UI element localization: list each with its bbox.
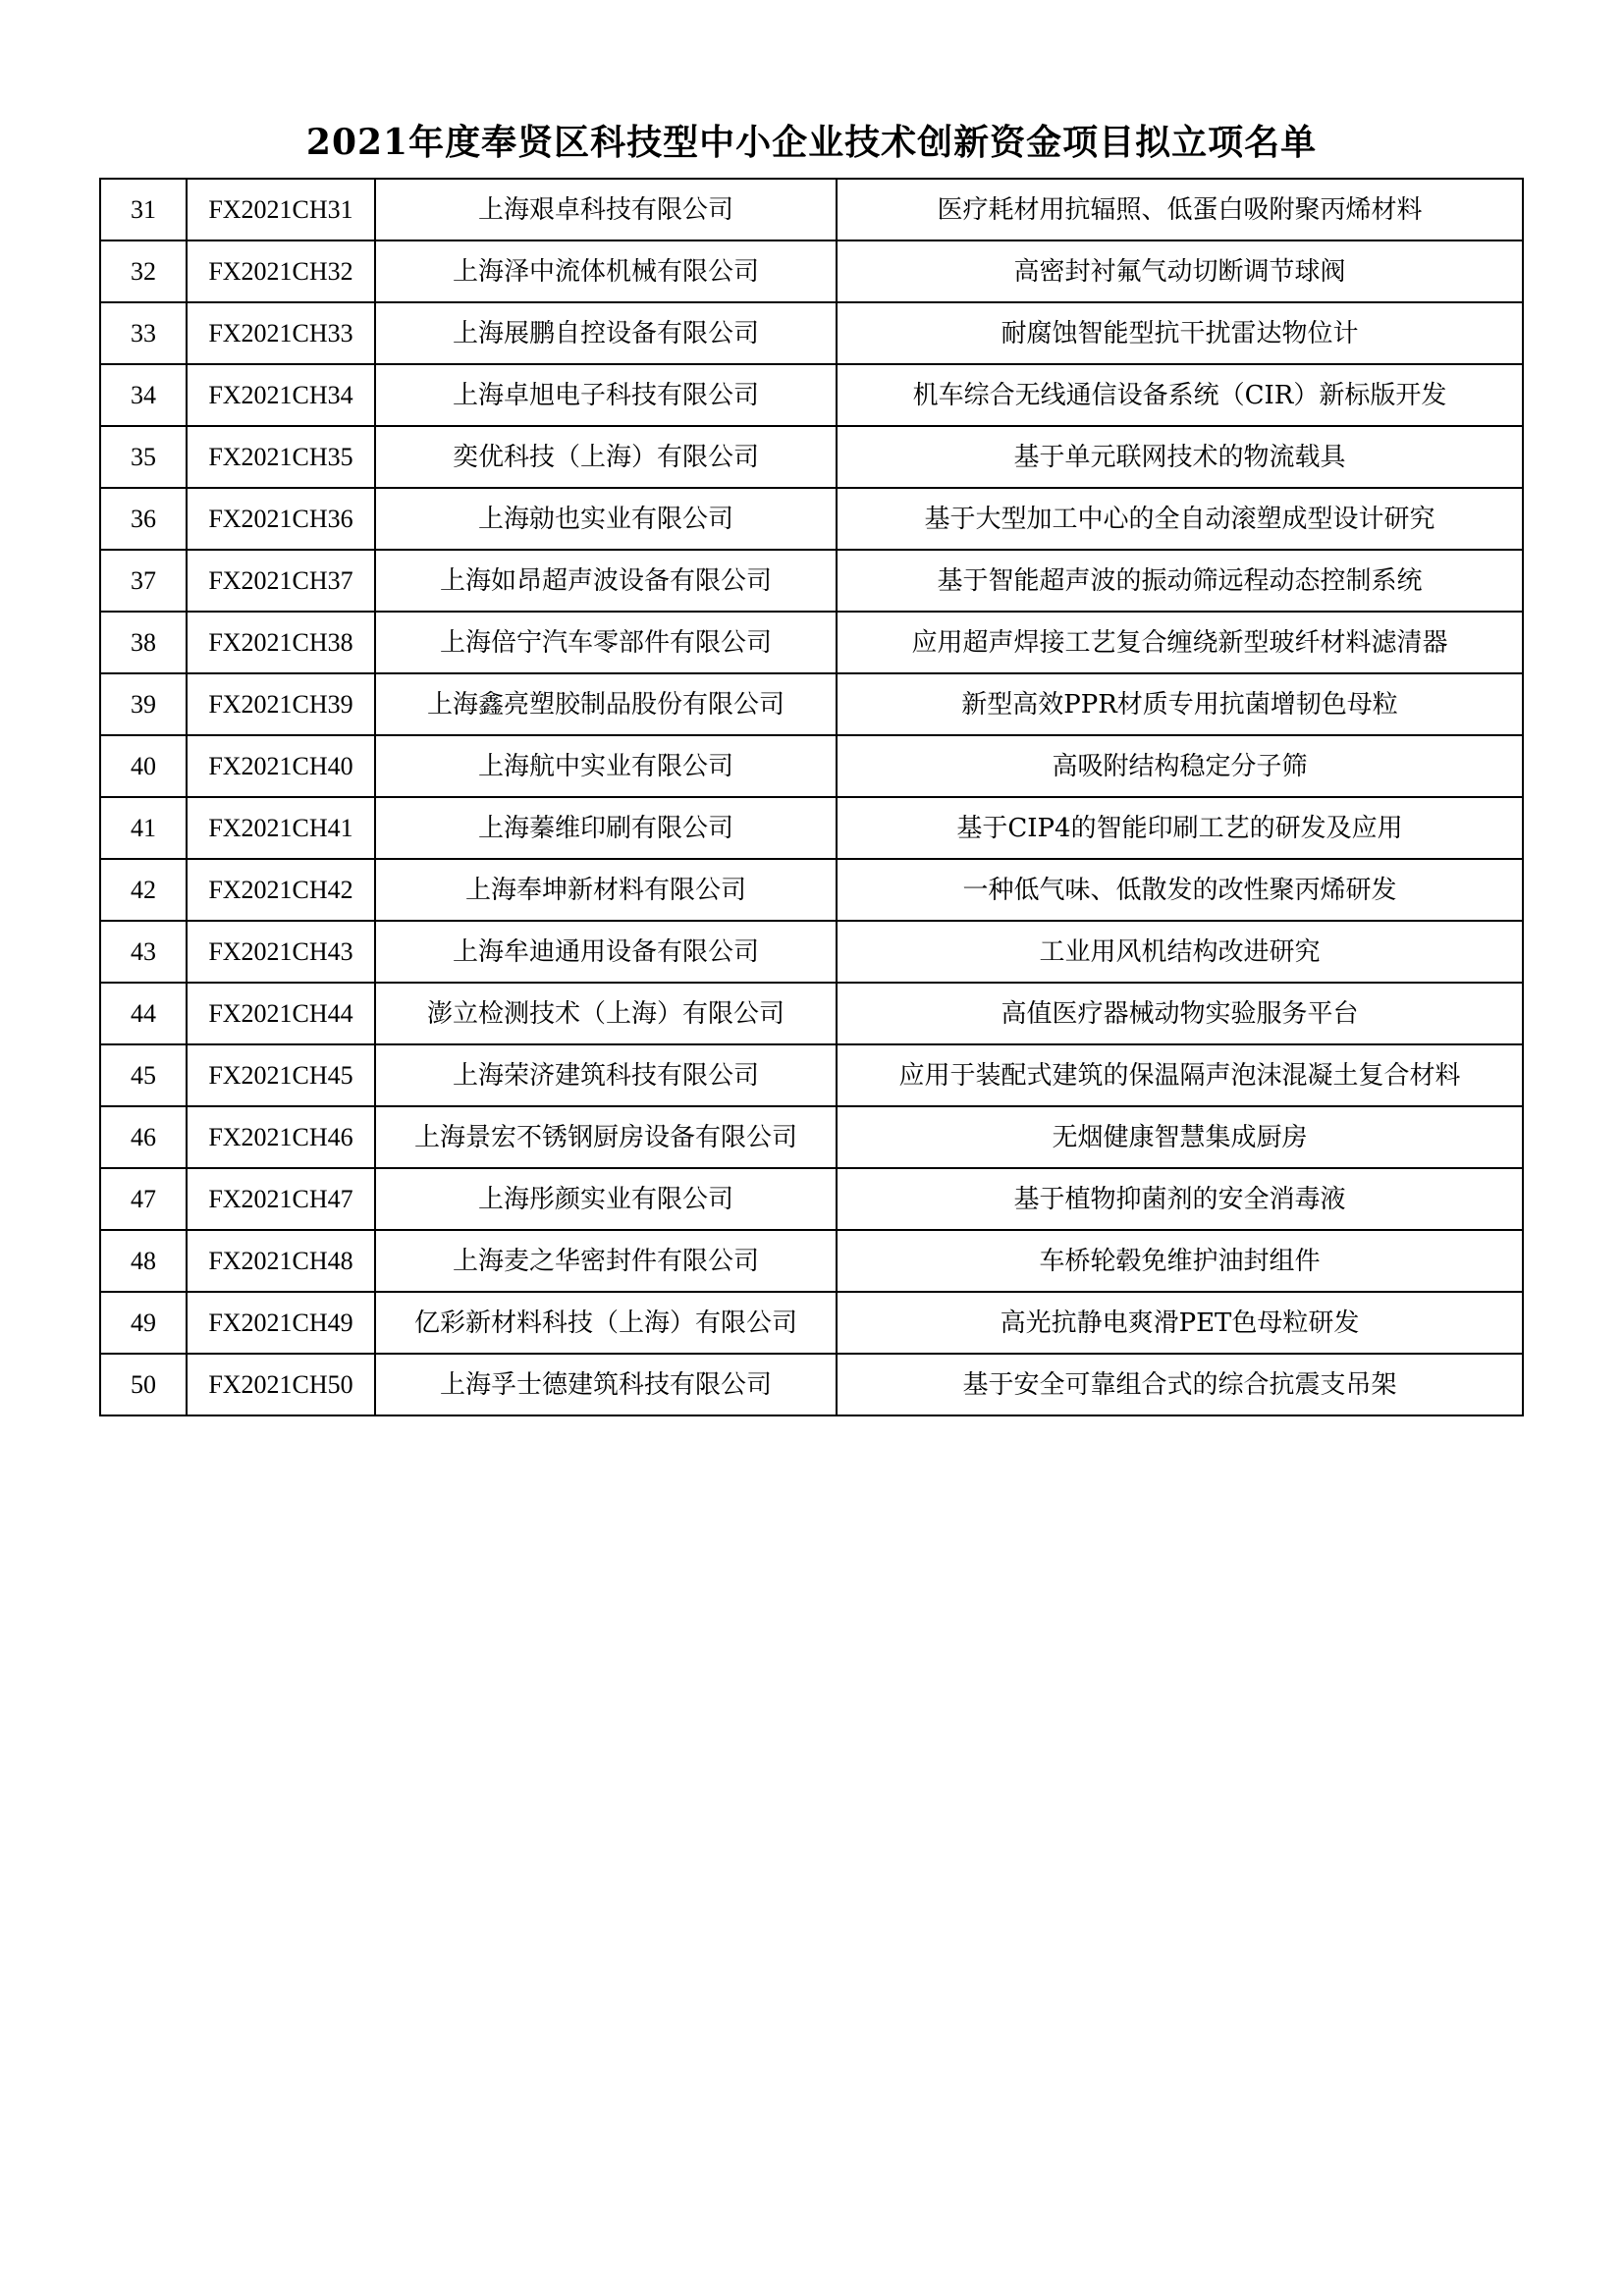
project-name-cell: 新型高效PPR材质专用抗菌增韧色母粒 bbox=[837, 673, 1523, 735]
company-name-cell: 上海展鹏自控设备有限公司 bbox=[375, 302, 837, 364]
table-row bbox=[100, 859, 1523, 921]
company-name-cell: 澎立检测技术（上海）有限公司 bbox=[375, 983, 837, 1044]
row-number-cell: 40 bbox=[100, 735, 187, 797]
row-number-cell: 32 bbox=[100, 240, 187, 302]
project-code-cell: FX2021CH47 bbox=[187, 1168, 375, 1230]
project-code-cell: FX2021CH35 bbox=[187, 426, 375, 488]
project-name-cell: 基于智能超声波的振动筛远程动态控制系统 bbox=[837, 550, 1523, 612]
row-number-cell: 48 bbox=[100, 1230, 187, 1292]
company-name-cell: 上海荣济建筑科技有限公司 bbox=[375, 1044, 837, 1106]
table-row bbox=[100, 179, 1523, 240]
page-title: 2021年度奉贤区科技型中小企业技术创新资金项目拟立项名单 bbox=[305, 122, 1318, 163]
project-code-cell: FX2021CH48 bbox=[187, 1230, 375, 1292]
project-name-cell: 基于安全可靠组合式的综合抗震支吊架 bbox=[837, 1354, 1523, 1415]
row-number-cell: 31 bbox=[100, 179, 187, 240]
project-name-cell: 机车综合无线通信设备系统（CIR）新标版开发 bbox=[837, 364, 1523, 426]
company-name-cell: 上海蓁维印刷有限公司 bbox=[375, 797, 837, 859]
table-row bbox=[100, 1044, 1523, 1106]
table-row bbox=[100, 1106, 1523, 1168]
project-name-cell: 车桥轮毂免维护油封组件 bbox=[837, 1230, 1523, 1292]
table-row bbox=[100, 1354, 1523, 1415]
project-name-cell: 基于植物抑菌剂的安全消毒液 bbox=[837, 1168, 1523, 1230]
company-name-cell: 上海麦之华密封件有限公司 bbox=[375, 1230, 837, 1292]
table-row bbox=[100, 364, 1523, 426]
project-name-cell: 应用于装配式建筑的保温隔声泡沫混凝土复合材料 bbox=[837, 1044, 1523, 1106]
project-code-cell: FX2021CH43 bbox=[187, 921, 375, 983]
table-row bbox=[100, 240, 1523, 302]
project-code-cell: FX2021CH42 bbox=[187, 859, 375, 921]
project-name-cell: 高值医疗器械动物实验服务平台 bbox=[837, 983, 1523, 1044]
row-number-cell: 46 bbox=[100, 1106, 187, 1168]
row-number-cell: 37 bbox=[100, 550, 187, 612]
project-name-cell: 应用超声焊接工艺复合缠绕新型玻纤材料滤清器 bbox=[837, 612, 1523, 673]
company-name-cell: 上海鑫亮塑胶制品股份有限公司 bbox=[375, 673, 837, 735]
row-number-cell: 45 bbox=[100, 1044, 187, 1106]
company-name-cell: 上海如昂超声波设备有限公司 bbox=[375, 550, 837, 612]
company-name-cell: 奕优科技（上海）有限公司 bbox=[375, 426, 837, 488]
company-name-cell: 上海彤颜实业有限公司 bbox=[375, 1168, 837, 1230]
project-list-table bbox=[99, 178, 1524, 1416]
row-number-cell: 33 bbox=[100, 302, 187, 364]
company-name-cell: 上海景宏不锈钢厨房设备有限公司 bbox=[375, 1106, 837, 1168]
project-code-cell: FX2021CH36 bbox=[187, 488, 375, 550]
row-number-cell: 35 bbox=[100, 426, 187, 488]
project-code-cell: FX2021CH32 bbox=[187, 240, 375, 302]
project-name-cell: 高光抗静电爽滑PET色母粒研发 bbox=[837, 1292, 1523, 1354]
table-row bbox=[100, 426, 1523, 488]
project-code-cell: FX2021CH34 bbox=[187, 364, 375, 426]
row-number-cell: 42 bbox=[100, 859, 187, 921]
table-row bbox=[100, 1292, 1523, 1354]
row-number-cell: 43 bbox=[100, 921, 187, 983]
company-name-cell: 上海倍宁汽车零部件有限公司 bbox=[375, 612, 837, 673]
project-name-cell: 耐腐蚀智能型抗干扰雷达物位计 bbox=[837, 302, 1523, 364]
project-name-cell: 一种低气味、低散发的改性聚丙烯研发 bbox=[837, 859, 1523, 921]
project-code-cell: FX2021CH31 bbox=[187, 179, 375, 240]
project-name-cell: 基于大型加工中心的全自动滚塑成型设计研究 bbox=[837, 488, 1523, 550]
company-name-cell: 上海勍也实业有限公司 bbox=[375, 488, 837, 550]
table-row bbox=[100, 921, 1523, 983]
project-name-cell: 高吸附结构稳定分子筛 bbox=[837, 735, 1523, 797]
project-code-cell: FX2021CH39 bbox=[187, 673, 375, 735]
project-code-cell: FX2021CH40 bbox=[187, 735, 375, 797]
row-number-cell: 49 bbox=[100, 1292, 187, 1354]
project-code-cell: FX2021CH33 bbox=[187, 302, 375, 364]
row-number-cell: 39 bbox=[100, 673, 187, 735]
row-number-cell: 41 bbox=[100, 797, 187, 859]
table-row bbox=[100, 488, 1523, 550]
company-name-cell: 上海奉坤新材料有限公司 bbox=[375, 859, 837, 921]
company-name-cell: 上海航中实业有限公司 bbox=[375, 735, 837, 797]
company-name-cell: 上海卓旭电子科技有限公司 bbox=[375, 364, 837, 426]
row-number-cell: 50 bbox=[100, 1354, 187, 1415]
project-code-cell: FX2021CH44 bbox=[187, 983, 375, 1044]
table-row bbox=[100, 612, 1523, 673]
company-name-cell: 上海牟迪通用设备有限公司 bbox=[375, 921, 837, 983]
project-name-cell: 医疗耗材用抗辐照、低蛋白吸附聚丙烯材料 bbox=[837, 179, 1523, 240]
project-code-cell: FX2021CH45 bbox=[187, 1044, 375, 1106]
project-name-cell: 无烟健康智慧集成厨房 bbox=[837, 1106, 1523, 1168]
project-code-cell: FX2021CH46 bbox=[187, 1106, 375, 1168]
company-name-cell: 上海泽中流体机械有限公司 bbox=[375, 240, 837, 302]
table-row bbox=[100, 797, 1523, 859]
project-list-body bbox=[100, 179, 1523, 1415]
row-number-cell: 44 bbox=[100, 983, 187, 1044]
table-row bbox=[100, 673, 1523, 735]
table-row bbox=[100, 550, 1523, 612]
company-name-cell: 上海孚士德建筑科技有限公司 bbox=[375, 1354, 837, 1415]
row-number-cell: 47 bbox=[100, 1168, 187, 1230]
table-row bbox=[100, 1230, 1523, 1292]
row-number-cell: 34 bbox=[100, 364, 187, 426]
project-name-cell: 高密封衬氟气动切断调节球阀 bbox=[837, 240, 1523, 302]
project-name-cell: 工业用风机结构改进研究 bbox=[837, 921, 1523, 983]
table-row bbox=[100, 302, 1523, 364]
project-code-cell: FX2021CH50 bbox=[187, 1354, 375, 1415]
table-row bbox=[100, 1168, 1523, 1230]
project-code-cell: FX2021CH41 bbox=[187, 797, 375, 859]
company-name-cell: 上海艰卓科技有限公司 bbox=[375, 179, 837, 240]
project-name-cell: 基于CIP4的智能印刷工艺的研发及应用 bbox=[837, 797, 1523, 859]
table-row bbox=[100, 983, 1523, 1044]
project-name-cell: 基于单元联网技术的物流载具 bbox=[837, 426, 1523, 488]
company-name-cell: 亿彩新材料科技（上海）有限公司 bbox=[375, 1292, 837, 1354]
table-row bbox=[100, 735, 1523, 797]
row-number-cell: 38 bbox=[100, 612, 187, 673]
row-number-cell: 36 bbox=[100, 488, 187, 550]
project-code-cell: FX2021CH49 bbox=[187, 1292, 375, 1354]
project-code-cell: FX2021CH38 bbox=[187, 612, 375, 673]
project-code-cell: FX2021CH37 bbox=[187, 550, 375, 612]
